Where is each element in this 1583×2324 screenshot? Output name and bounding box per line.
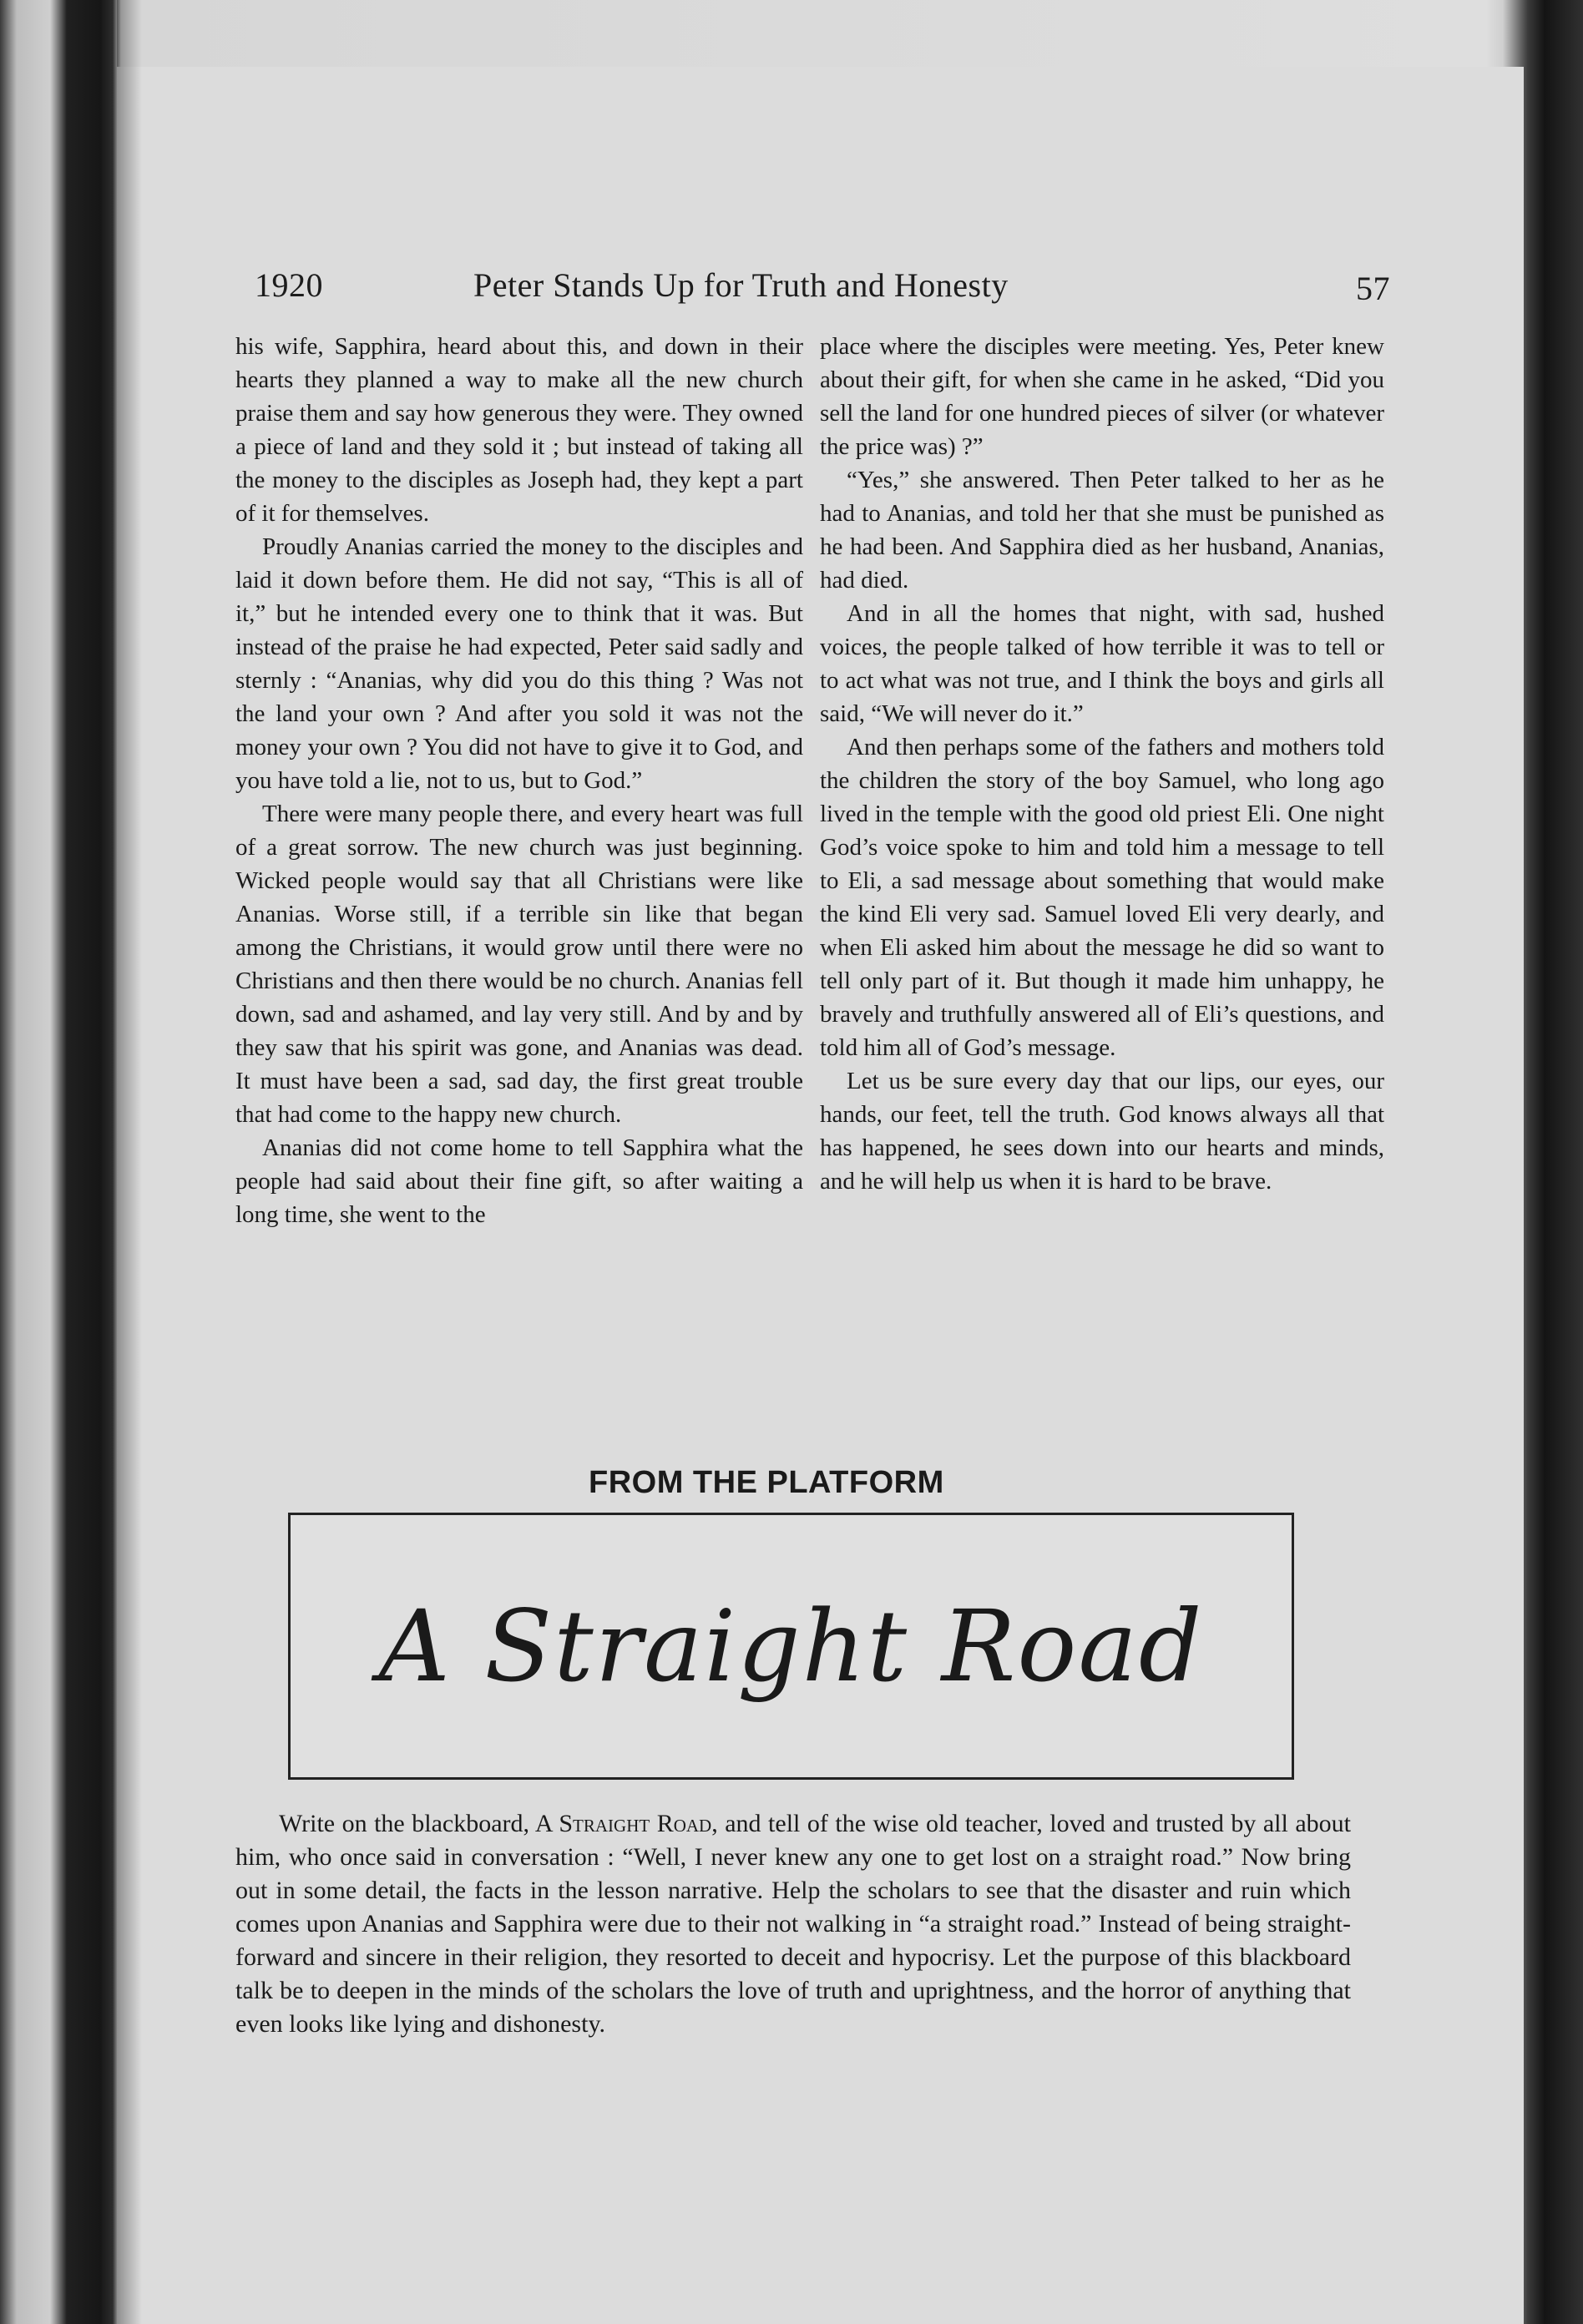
platform-small-caps: Straight Road [559,1810,712,1837]
header-year: 1920 [255,266,323,304]
right-paragraph-2: “Yes,” she answered. Then Peter talked to her as he had to Ananias, and told her that she must be punished as he had been. And Sapphira died as her husband, Ananias, had died. [820,467,1384,594]
right-paragraph-4: And then perhaps some of the fathers and mothers told the children the story of the boy Samuel, who long ago lived in the temple with the good old priest Eli. One night God’s voice spoke to him and told him a message to tell to Eli, a sad message about something that would make the kind Eli very sad. Samuel loved Eli very dearly, and when Eli asked him about the message he did so want to tell only part of it. But though it made him unhappy, he bravely and truthfully answered all of Eli’s questions, and told him all of God’s message. [820,734,1384,1061]
platform-paragraph [235,1807,1351,2041]
right-paragraph-3: And in all the homes that night, with sad, hushed voices, the people talked of how terrible it was to tell or to act what was not true, and I think the boys and girls all said, “We will never do it.” [820,600,1384,727]
left-column [235,330,803,1231]
platform-text-rest: , and tell of the wise old teacher, loved and trusted by all about him, who once said in conversation : “Well, I never knew any one to get lost on a straight road.” Now bring out in some detail, the facts in the lesson narrative. Help the scholars to see that the disaster and ruin which comes upon Ananias and Sapphira were due to their not walking in “a straight road.” Instead of being straight-forward and sincere in their religion, they resorted to deceit and hypocrisy. Let the purpose of this blackboard talk be to deepen in the minds of the scholars the love of truth and uprightness, and the horror of anything that even looks like lying and dishonesty. [235,1810,1351,2038]
running-header [255,265,1390,316]
left-paragraph-2: Proudly Ananias carried the money to the disciples and laid it down before them. He did not say, “This is all of it,” but he intended every one to think that it was. But instead of the praise he had expected, Peter said sadly and sternly : “Ananias, why did you do this thing ? Was not the land your own ? And after you sold it was not the money your own ? You did not have to give it to God, and you have told a lie, not to us, but to God.” [235,533,803,794]
banner-title: A Straight Road [378,1589,1204,1704]
right-paragraph-5: Let us be sure every day that our lips, our eyes, our hands, our feet, tell the truth. God knows always all that has happened, he sees down into our hearts and minds, and he will help us when it is hard to be brave. [820,1068,1384,1195]
header-title: Peter Stands Up for Truth and Honesty [473,266,1009,304]
section-heading: FROM THE PLATFORM [589,1465,944,1500]
platform-text-start: Write on the blackboard, A [279,1810,559,1837]
left-paragraph-4: Ananias did not come home to tell Sapphira what the people had said about their fine gift, so after waiting a long time, she went to the [235,1134,803,1228]
right-column [820,330,1384,1198]
left-paragraph-1: his wife, Sapphira, heard about this, and down in their hearts they planned a way to make all the new church praise them and say how generous they were. They owned a piece of land and they sold it ; but instead of taking all the money to the disciples as Joseph had, they kept a part of it for themselves. [235,333,803,527]
page-number: 57 [1356,270,1390,307]
left-paragraph-3: There were many people there, and every heart was full of a great sorrow. The new church was just beginning. Wicked people would say that all Christians were like Ananias. Worse still, if a terrible sin like that began among the Christians, it would grow until there were no Christians and then there would be no church. Ananias fell down, sad and ashamed, and lay very still. And by and by they saw that his spirit was gone, and Ananias was dead. It must have been a sad, sad day, the first great trouble that had come to the happy new church. [235,801,803,1128]
blackboard-banner [288,1513,1294,1780]
right-paragraph-1: place where the disciples were meeting. Yes, Peter knew about their gift, for when she came in he asked, “Did you sell the land for one hundred pieces of silver (or whatever the price was) ?” [820,333,1384,460]
binding-shadow [117,0,142,2324]
